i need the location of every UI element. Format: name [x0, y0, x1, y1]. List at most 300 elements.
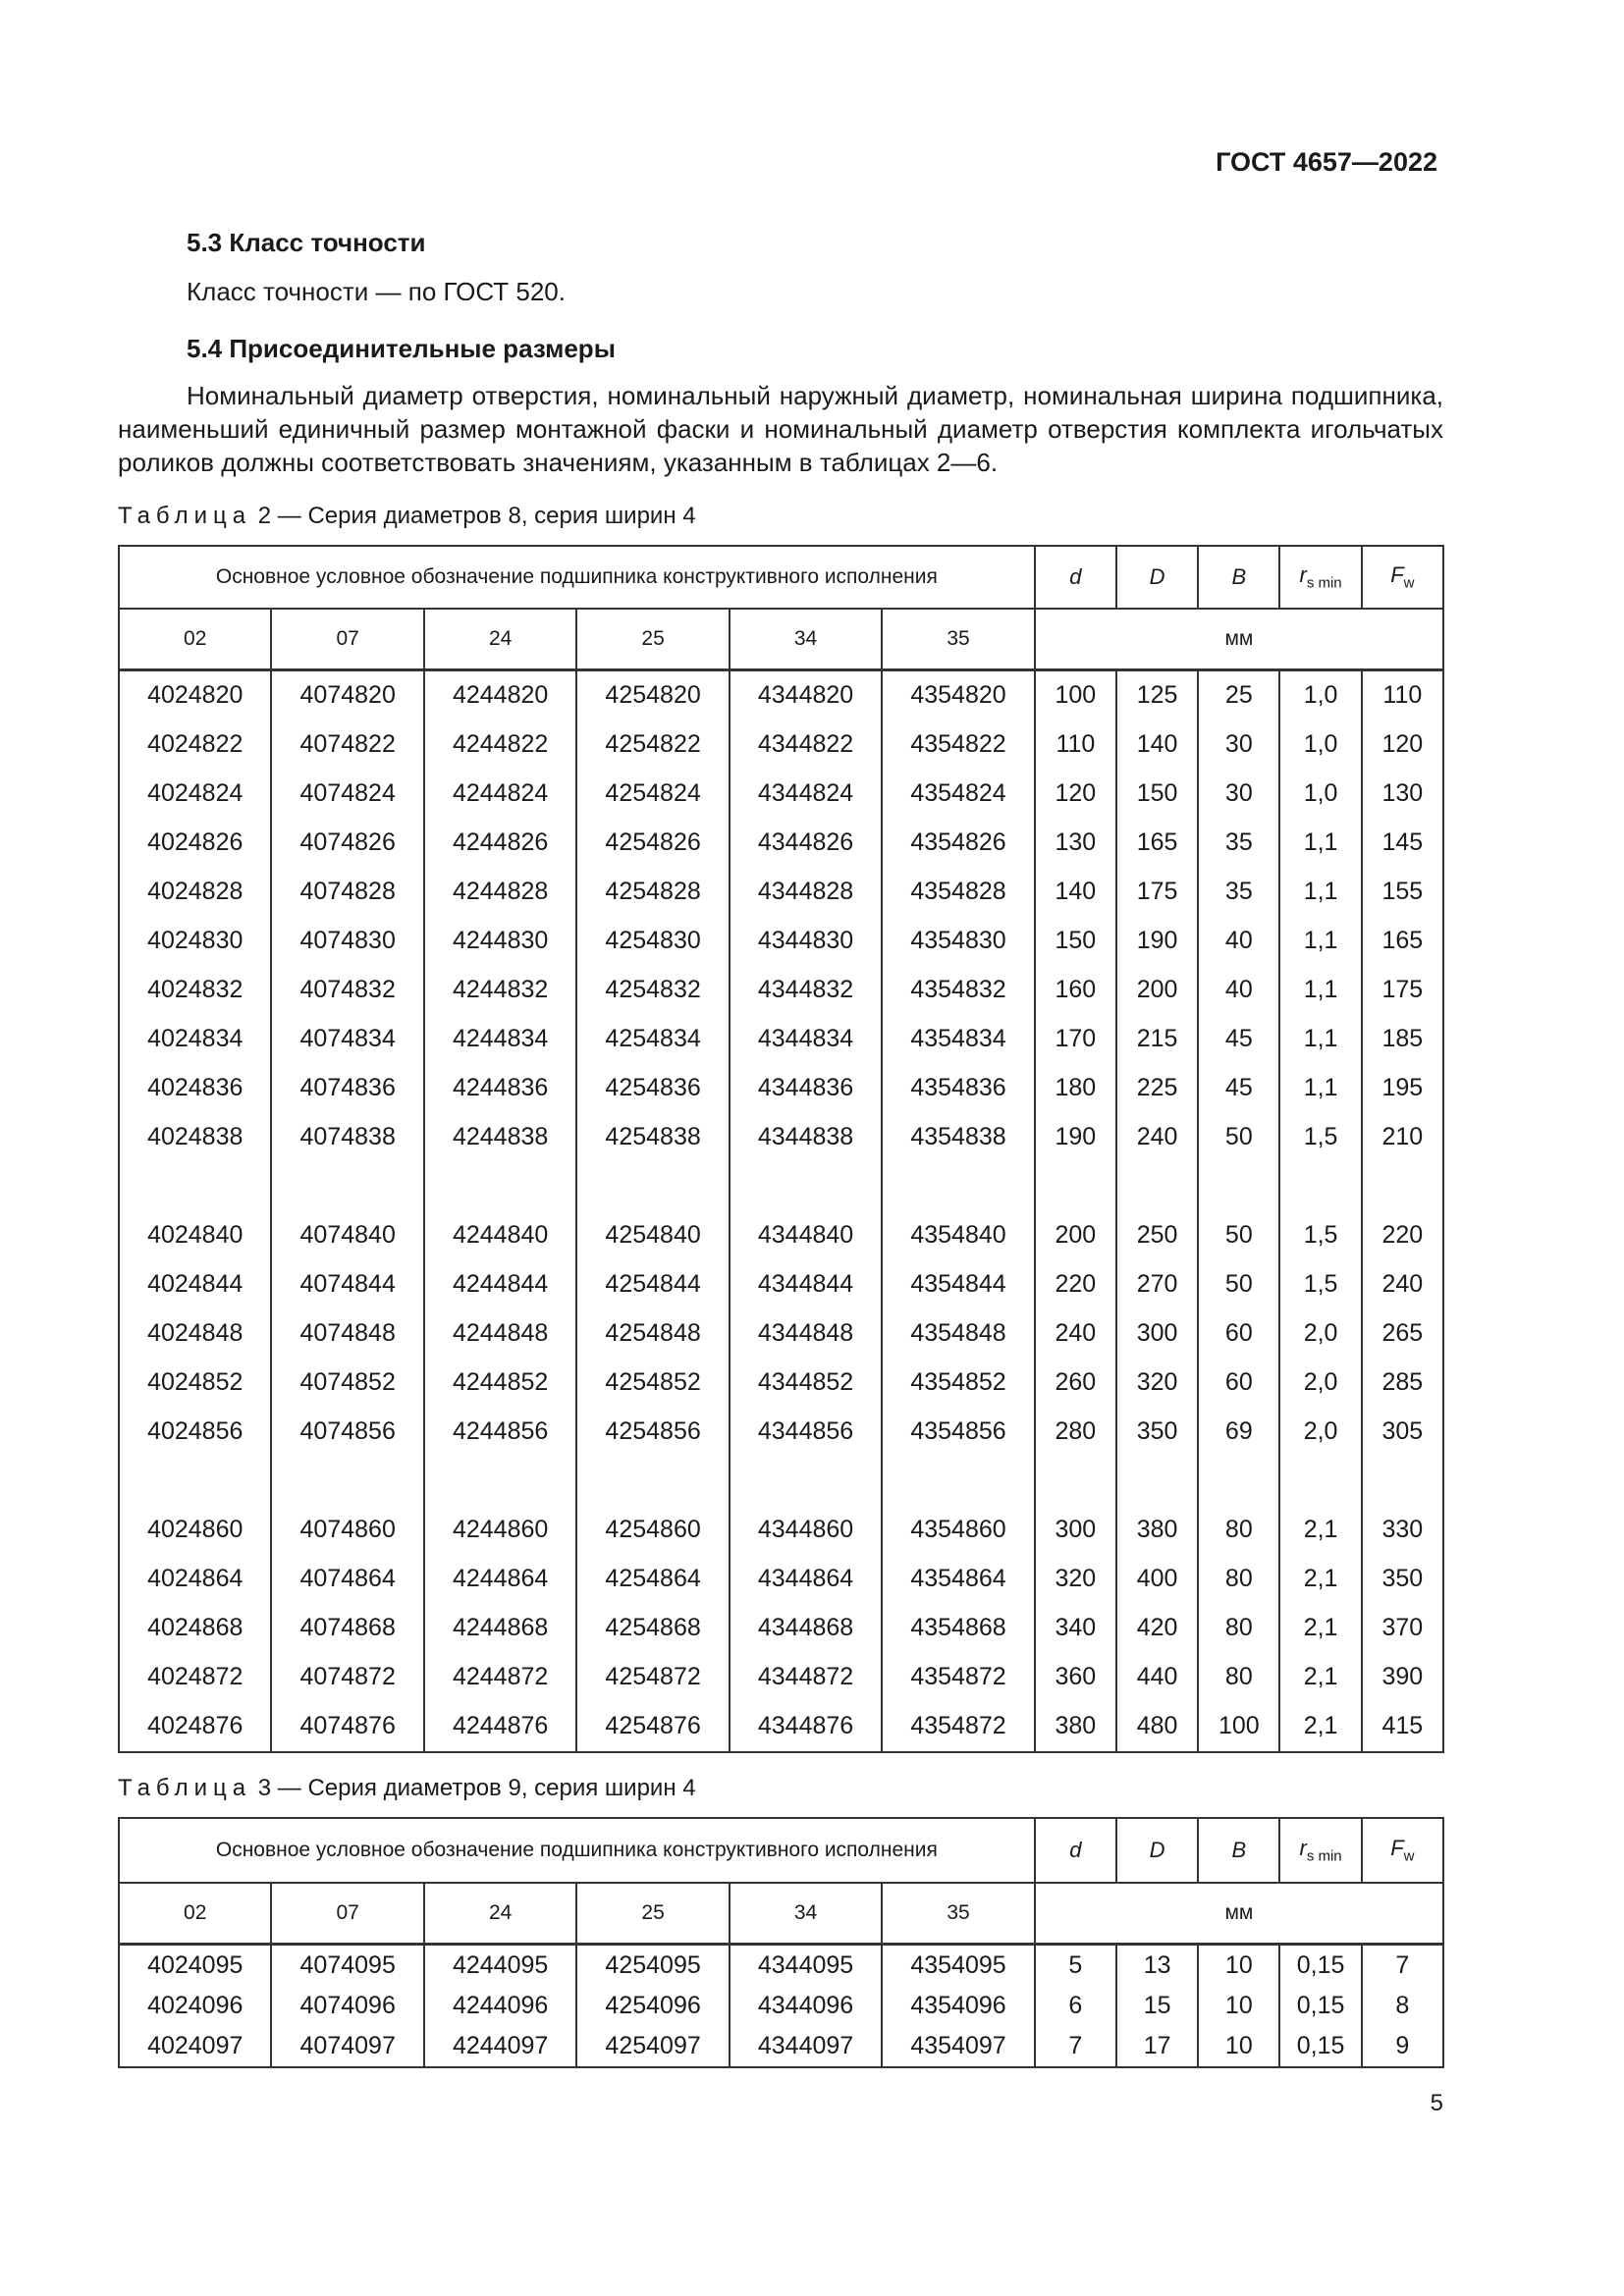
table-cell: 4024836 — [119, 1064, 271, 1113]
table-cell: 4244830 — [424, 917, 576, 966]
spacer-cell — [1198, 1162, 1279, 1211]
d-header — [1035, 1818, 1116, 1883]
table-cell: 4244095 — [424, 1944, 576, 1986]
table-cell: 220 — [1362, 1211, 1443, 1260]
table-cell: 150 — [1116, 770, 1198, 819]
table-cell: 4254836 — [576, 1064, 729, 1113]
table-cell: 4024822 — [119, 721, 271, 770]
table-cell: 4354834 — [882, 1015, 1034, 1064]
table-cell: 4074876 — [271, 1702, 423, 1752]
table-cell: 2,1 — [1279, 1555, 1361, 1604]
table-cell: 4344868 — [730, 1604, 882, 1653]
table-cell: 4244826 — [424, 819, 576, 868]
chamfer-header — [1279, 546, 1361, 609]
table-cell: 4354844 — [882, 1260, 1034, 1309]
table-cell: 185 — [1362, 1015, 1443, 1064]
spacer-cell — [1198, 1457, 1279, 1506]
roller-bore-header-subscript: w — [1403, 1847, 1415, 1865]
table-cell: 4344852 — [730, 1359, 882, 1408]
table-cell: 340 — [1035, 1604, 1116, 1653]
table-cell: 4344848 — [730, 1309, 882, 1359]
spacer-cell — [730, 1457, 882, 1506]
table-cell: 60 — [1198, 1359, 1279, 1408]
table-cell: 280 — [1035, 1408, 1116, 1457]
table-cell: 4354822 — [882, 721, 1034, 770]
table-cell: 4024872 — [119, 1653, 271, 1702]
table-cell: 4244096 — [424, 1986, 576, 2026]
table-row — [119, 669, 1443, 721]
section-5-3-heading: 5.3 Класс точности — [187, 228, 426, 257]
table-cell: 225 — [1116, 1064, 1198, 1113]
version-header: 35 — [882, 609, 1034, 669]
table-cell: 45 — [1198, 1064, 1279, 1113]
table-cell: 320 — [1116, 1359, 1198, 1408]
table-cell: 4074820 — [271, 669, 423, 721]
spacer-cell — [1362, 1162, 1443, 1211]
roller-bore-header — [1362, 1818, 1443, 1883]
spacer-cell — [1035, 1457, 1116, 1506]
table-cell: 2,1 — [1279, 1604, 1361, 1653]
table-cell: 240 — [1116, 1113, 1198, 1162]
table-cell: 4244860 — [424, 1506, 576, 1555]
table-cell: 4254872 — [576, 1653, 729, 1702]
table2 — [118, 545, 1444, 1753]
table-cell: 4344844 — [730, 1260, 882, 1309]
chamfer-header-subscript: s min — [1306, 574, 1342, 592]
table-cell: 80 — [1198, 1653, 1279, 1702]
table2-caption-prefix: Таблица — [118, 503, 252, 529]
table-cell: 4244097 — [424, 2026, 576, 2067]
table-row — [119, 1064, 1443, 1113]
table-cell: 4074822 — [271, 721, 423, 770]
table-cell: 4244868 — [424, 1604, 576, 1653]
table-cell: 300 — [1116, 1309, 1198, 1359]
table-cell: 4244820 — [424, 669, 576, 721]
table-row — [119, 770, 1443, 819]
d-header — [1035, 546, 1116, 609]
designation-header: Основное условное обозначение подшипника конструктивного исполнения — [119, 1818, 1035, 1883]
table-cell: 370 — [1362, 1604, 1443, 1653]
table-cell: 415 — [1362, 1702, 1443, 1752]
table-cell: 4354838 — [882, 1113, 1034, 1162]
table-cell: 4024868 — [119, 1604, 271, 1653]
group-spacer — [119, 1162, 1443, 1211]
table-cell: 6 — [1035, 1986, 1116, 2026]
table-cell: 220 — [1035, 1260, 1116, 1309]
table-cell: 4354856 — [882, 1408, 1034, 1457]
table-cell: 4024832 — [119, 966, 271, 1015]
table-cell: 80 — [1198, 1604, 1279, 1653]
table-cell: 4254832 — [576, 966, 729, 1015]
table-cell: 4254096 — [576, 1986, 729, 2026]
table-cell: 100 — [1198, 1702, 1279, 1752]
table-cell: 215 — [1116, 1015, 1198, 1064]
table-row — [119, 1015, 1443, 1064]
table-row — [119, 966, 1443, 1015]
table-cell: 120 — [1035, 770, 1116, 819]
table-cell: 4024852 — [119, 1359, 271, 1408]
table-cell: 4354828 — [882, 868, 1034, 917]
chamfer-header-symbol: r — [1299, 1836, 1307, 1861]
table-cell: 4354824 — [882, 770, 1034, 819]
table-cell: 4354097 — [882, 2026, 1034, 2067]
table-cell: 4244836 — [424, 1064, 576, 1113]
table-cell: 1,0 — [1279, 770, 1361, 819]
table-cell: 4024856 — [119, 1408, 271, 1457]
table-cell: 4254828 — [576, 868, 729, 917]
group-spacer — [119, 1457, 1443, 1506]
table-cell: 4244822 — [424, 721, 576, 770]
table-cell: 1,5 — [1279, 1211, 1361, 1260]
table-cell: 160 — [1035, 966, 1116, 1015]
section-5-3-text: Класс точности — по ГОСТ 520. — [187, 277, 566, 306]
table-cell: 480 — [1116, 1702, 1198, 1752]
table-cell: 140 — [1116, 721, 1198, 770]
table-row — [119, 1944, 1443, 1986]
table-cell: 170 — [1035, 1015, 1116, 1064]
table-cell: 4354852 — [882, 1359, 1034, 1408]
table-cell: 4344820 — [730, 669, 882, 721]
table-cell: 4024876 — [119, 1702, 271, 1752]
table-cell: 4244838 — [424, 1113, 576, 1162]
width-header — [1198, 1818, 1279, 1883]
version-header: 07 — [271, 609, 423, 669]
table-cell: 1,0 — [1279, 669, 1361, 721]
version-header: 07 — [271, 1883, 423, 1944]
table-cell: 4344830 — [730, 917, 882, 966]
header-row-versions — [119, 609, 1443, 669]
table-cell: 4244840 — [424, 1211, 576, 1260]
table-cell: 420 — [1116, 1604, 1198, 1653]
table-cell: 4344822 — [730, 721, 882, 770]
table-cell: 4344872 — [730, 1653, 882, 1702]
table-cell: 4254824 — [576, 770, 729, 819]
table-cell: 4244876 — [424, 1702, 576, 1752]
table-cell: 4244828 — [424, 868, 576, 917]
d-header-symbol: d — [1069, 1838, 1082, 1862]
table-row — [119, 1211, 1443, 1260]
table-cell: 190 — [1035, 1113, 1116, 1162]
table-cell: 260 — [1035, 1359, 1116, 1408]
table-cell: 4254844 — [576, 1260, 729, 1309]
table-cell: 2,0 — [1279, 1359, 1361, 1408]
table-cell: 360 — [1035, 1653, 1116, 1702]
unit-header: мм — [1035, 1883, 1443, 1944]
table-cell: 4344864 — [730, 1555, 882, 1604]
table-row — [119, 1260, 1443, 1309]
table-cell: 8 — [1362, 1986, 1443, 2026]
table-cell: 145 — [1362, 819, 1443, 868]
table-cell: 15 — [1116, 1986, 1198, 2026]
table-cell: 40 — [1198, 966, 1279, 1015]
table-cell: 4344828 — [730, 868, 882, 917]
table-cell: 400 — [1116, 1555, 1198, 1604]
table-cell: 200 — [1116, 966, 1198, 1015]
table-row — [119, 1506, 1443, 1555]
table-cell: 155 — [1362, 868, 1443, 917]
table-row — [119, 1986, 1443, 2026]
table-cell: 4244852 — [424, 1359, 576, 1408]
table-cell: 1,1 — [1279, 868, 1361, 917]
roller-bore-header-symbol: F — [1390, 562, 1404, 588]
table-cell: 4254840 — [576, 1211, 729, 1260]
spacer-cell — [424, 1457, 576, 1506]
table3 — [118, 1817, 1444, 2068]
table-cell: 4244832 — [424, 966, 576, 1015]
table-cell: 4254838 — [576, 1113, 729, 1162]
table-cell: 80 — [1198, 1506, 1279, 1555]
table-cell: 4254095 — [576, 1944, 729, 1986]
table-cell: 2,1 — [1279, 1702, 1361, 1752]
chamfer-header-subscript: s min — [1306, 1847, 1342, 1865]
version-header: 35 — [882, 1883, 1034, 1944]
table-cell: 165 — [1362, 917, 1443, 966]
table-cell: 270 — [1116, 1260, 1198, 1309]
chamfer-header-symbol: r — [1299, 562, 1307, 588]
table-cell: 4074848 — [271, 1309, 423, 1359]
table-cell: 4344860 — [730, 1506, 882, 1555]
table-cell: 4074826 — [271, 819, 423, 868]
table-cell: 4254852 — [576, 1359, 729, 1408]
spacer-cell — [882, 1162, 1034, 1211]
table-cell: 4074840 — [271, 1211, 423, 1260]
table-cell: 4024864 — [119, 1555, 271, 1604]
table-cell: 30 — [1198, 721, 1279, 770]
table-cell: 4074832 — [271, 966, 423, 1015]
table-cell: 4354868 — [882, 1604, 1034, 1653]
table-cell: 4344826 — [730, 819, 882, 868]
table-cell: 4254848 — [576, 1309, 729, 1359]
designation-header: Основное условное обозначение подшипника конструктивного исполнения — [119, 546, 1035, 609]
table-cell: 440 — [1116, 1653, 1198, 1702]
table-cell: 4344095 — [730, 1944, 882, 1986]
table-cell: 175 — [1116, 868, 1198, 917]
table-cell: 30 — [1198, 770, 1279, 819]
table-cell: 4344856 — [730, 1408, 882, 1457]
table-cell: 4074872 — [271, 1653, 423, 1702]
table-cell: 4024095 — [119, 1944, 271, 1986]
table-cell: 4354836 — [882, 1064, 1034, 1113]
spacer-cell — [730, 1162, 882, 1211]
table-cell: 130 — [1362, 770, 1443, 819]
table-cell: 4024834 — [119, 1015, 271, 1064]
table-cell: 390 — [1362, 1653, 1443, 1702]
table-cell: 190 — [1116, 917, 1198, 966]
section-5-4-heading: 5.4 Присоединительные размеры — [187, 334, 616, 363]
table-cell: 50 — [1198, 1260, 1279, 1309]
table-cell: 4354832 — [882, 966, 1034, 1015]
table-cell: 305 — [1362, 1408, 1443, 1457]
table-cell: 240 — [1035, 1309, 1116, 1359]
version-header: 34 — [730, 1883, 882, 1944]
table-cell: 2,0 — [1279, 1309, 1361, 1359]
table-cell: 350 — [1116, 1408, 1198, 1457]
table-cell: 80 — [1198, 1555, 1279, 1604]
table-cell: 4024840 — [119, 1211, 271, 1260]
spacer-cell — [576, 1457, 729, 1506]
table-cell: 1,1 — [1279, 1064, 1361, 1113]
table-cell: 240 — [1362, 1260, 1443, 1309]
table-cell: 4074836 — [271, 1064, 423, 1113]
spacer-cell — [576, 1162, 729, 1211]
version-header: 02 — [119, 609, 271, 669]
width-header-symbol: B — [1231, 564, 1247, 589]
table-cell: 4254830 — [576, 917, 729, 966]
table-cell: 4024838 — [119, 1113, 271, 1162]
table-cell: 4244848 — [424, 1309, 576, 1359]
table-cell: 120 — [1362, 721, 1443, 770]
table-cell: 1,1 — [1279, 966, 1361, 1015]
table-cell: 380 — [1035, 1702, 1116, 1752]
table-cell: 0,15 — [1279, 2026, 1361, 2067]
table-cell: 1,5 — [1279, 1260, 1361, 1309]
table-cell: 110 — [1362, 669, 1443, 721]
table-row — [119, 917, 1443, 966]
table-cell: 35 — [1198, 868, 1279, 917]
spacer-cell — [119, 1162, 271, 1211]
table-cell: 4024848 — [119, 1309, 271, 1359]
document-code: ГОСТ 4657—2022 — [1216, 147, 1437, 177]
header-row-main — [119, 546, 1443, 609]
table-cell: 4074860 — [271, 1506, 423, 1555]
table-cell: 4074830 — [271, 917, 423, 966]
table-cell: 4344834 — [730, 1015, 882, 1064]
table-cell: 4254834 — [576, 1015, 729, 1064]
table-cell: 4074097 — [271, 2026, 423, 2067]
table-cell: 4354095 — [882, 1944, 1034, 1986]
table-cell: 100 — [1035, 669, 1116, 721]
table-cell: 380 — [1116, 1506, 1198, 1555]
table-cell: 13 — [1116, 1944, 1198, 1986]
table-cell: 4354848 — [882, 1309, 1034, 1359]
table-cell: 250 — [1116, 1211, 1198, 1260]
table-cell: 4254864 — [576, 1555, 729, 1604]
table-cell: 4244834 — [424, 1015, 576, 1064]
outer-diameter-header-symbol: D — [1149, 1838, 1165, 1862]
spacer-cell — [1116, 1457, 1198, 1506]
table2-caption-text: 2 — Серия диаметров 8, серия ширин 4 — [257, 503, 696, 529]
table-cell: 4254826 — [576, 819, 729, 868]
table-cell: 4354872 — [882, 1702, 1034, 1752]
table-cell: 285 — [1362, 1359, 1443, 1408]
table-row — [119, 2026, 1443, 2067]
table-cell: 1,1 — [1279, 1015, 1361, 1064]
table-cell: 4074824 — [271, 770, 423, 819]
table-cell: 4244872 — [424, 1653, 576, 1702]
table-cell: 4254860 — [576, 1506, 729, 1555]
table-cell: 50 — [1198, 1113, 1279, 1162]
table-cell: 300 — [1035, 1506, 1116, 1555]
table-cell: 4074856 — [271, 1408, 423, 1457]
table-cell: 4254820 — [576, 669, 729, 721]
version-header: 24 — [424, 609, 576, 669]
spacer-cell — [271, 1457, 423, 1506]
section-5-4-text-body: Номинальный диаметр отверстия, номинальный наружный диаметр, номинальная ширина подшипника, наименьший единичный размер монтажной фаски и номинальный диаметр отверстия комплекта игольчатых роликов должны соответствовать значениям, указанным в таблицах 2—6. — [118, 381, 1443, 477]
table-cell: 4074844 — [271, 1260, 423, 1309]
table-cell: 4254876 — [576, 1702, 729, 1752]
table-cell: 4344836 — [730, 1064, 882, 1113]
table-cell: 4344838 — [730, 1113, 882, 1162]
table-row — [119, 1309, 1443, 1359]
roller-bore-header — [1362, 546, 1443, 609]
table-row — [119, 1113, 1443, 1162]
table-cell: 4024830 — [119, 917, 271, 966]
table-cell: 4024096 — [119, 1986, 271, 2026]
table-cell: 17 — [1116, 2026, 1198, 2067]
table-cell: 330 — [1362, 1506, 1443, 1555]
table-cell: 4024860 — [119, 1506, 271, 1555]
table3-caption-prefix: Таблица — [118, 1775, 252, 1801]
outer-diameter-header-symbol: D — [1149, 564, 1165, 589]
table-cell: 1,1 — [1279, 917, 1361, 966]
table-cell: 4354830 — [882, 917, 1034, 966]
spacer-cell — [1035, 1162, 1116, 1211]
spacer-cell — [271, 1162, 423, 1211]
table-cell: 4074828 — [271, 868, 423, 917]
table-row — [119, 721, 1443, 770]
table-cell: 4254868 — [576, 1604, 729, 1653]
table-row — [119, 868, 1443, 917]
table-cell: 4254856 — [576, 1408, 729, 1457]
table3-caption — [118, 1775, 696, 1802]
header-row-main — [119, 1818, 1443, 1883]
table-cell: 40 — [1198, 917, 1279, 966]
table-row — [119, 1653, 1443, 1702]
table-cell: 4354820 — [882, 669, 1034, 721]
version-header: 25 — [576, 1883, 729, 1944]
table-cell: 4354840 — [882, 1211, 1034, 1260]
table-cell: 4074868 — [271, 1604, 423, 1653]
table-cell: 180 — [1035, 1064, 1116, 1113]
table-cell: 150 — [1035, 917, 1116, 966]
spacer-cell — [1362, 1457, 1443, 1506]
table-cell: 4344824 — [730, 770, 882, 819]
spacer-cell — [424, 1162, 576, 1211]
table-cell: 195 — [1362, 1064, 1443, 1113]
table-cell: 125 — [1116, 669, 1198, 721]
table-cell: 2,1 — [1279, 1506, 1361, 1555]
table-cell: 35 — [1198, 819, 1279, 868]
table-cell: 4344096 — [730, 1986, 882, 2026]
spacer-cell — [882, 1457, 1034, 1506]
table-cell: 4024820 — [119, 669, 271, 721]
table-row — [119, 1359, 1443, 1408]
table-cell: 4244824 — [424, 770, 576, 819]
roller-bore-header-subscript: w — [1403, 574, 1415, 592]
roller-bore-header-symbol: F — [1390, 1836, 1404, 1861]
width-header — [1198, 546, 1279, 609]
version-header: 25 — [576, 609, 729, 669]
table-cell: 45 — [1198, 1015, 1279, 1064]
unit-header: мм — [1035, 609, 1443, 669]
table-cell: 9 — [1362, 2026, 1443, 2067]
table-cell: 200 — [1035, 1211, 1116, 1260]
table-cell: 4344097 — [730, 2026, 882, 2067]
table-cell: 4074095 — [271, 1944, 423, 1986]
table-cell: 4344832 — [730, 966, 882, 1015]
table-cell: 4024824 — [119, 770, 271, 819]
table-cell: 10 — [1198, 1944, 1279, 1986]
width-header-symbol: B — [1231, 1838, 1247, 1862]
chamfer-header — [1279, 1818, 1361, 1883]
table-cell: 4024826 — [119, 819, 271, 868]
table-cell: 1,5 — [1279, 1113, 1361, 1162]
spacer-cell — [1116, 1162, 1198, 1211]
table-cell: 210 — [1362, 1113, 1443, 1162]
section-5-4-text — [118, 379, 1443, 479]
version-header: 02 — [119, 1883, 271, 1944]
table-cell: 5 — [1035, 1944, 1116, 1986]
